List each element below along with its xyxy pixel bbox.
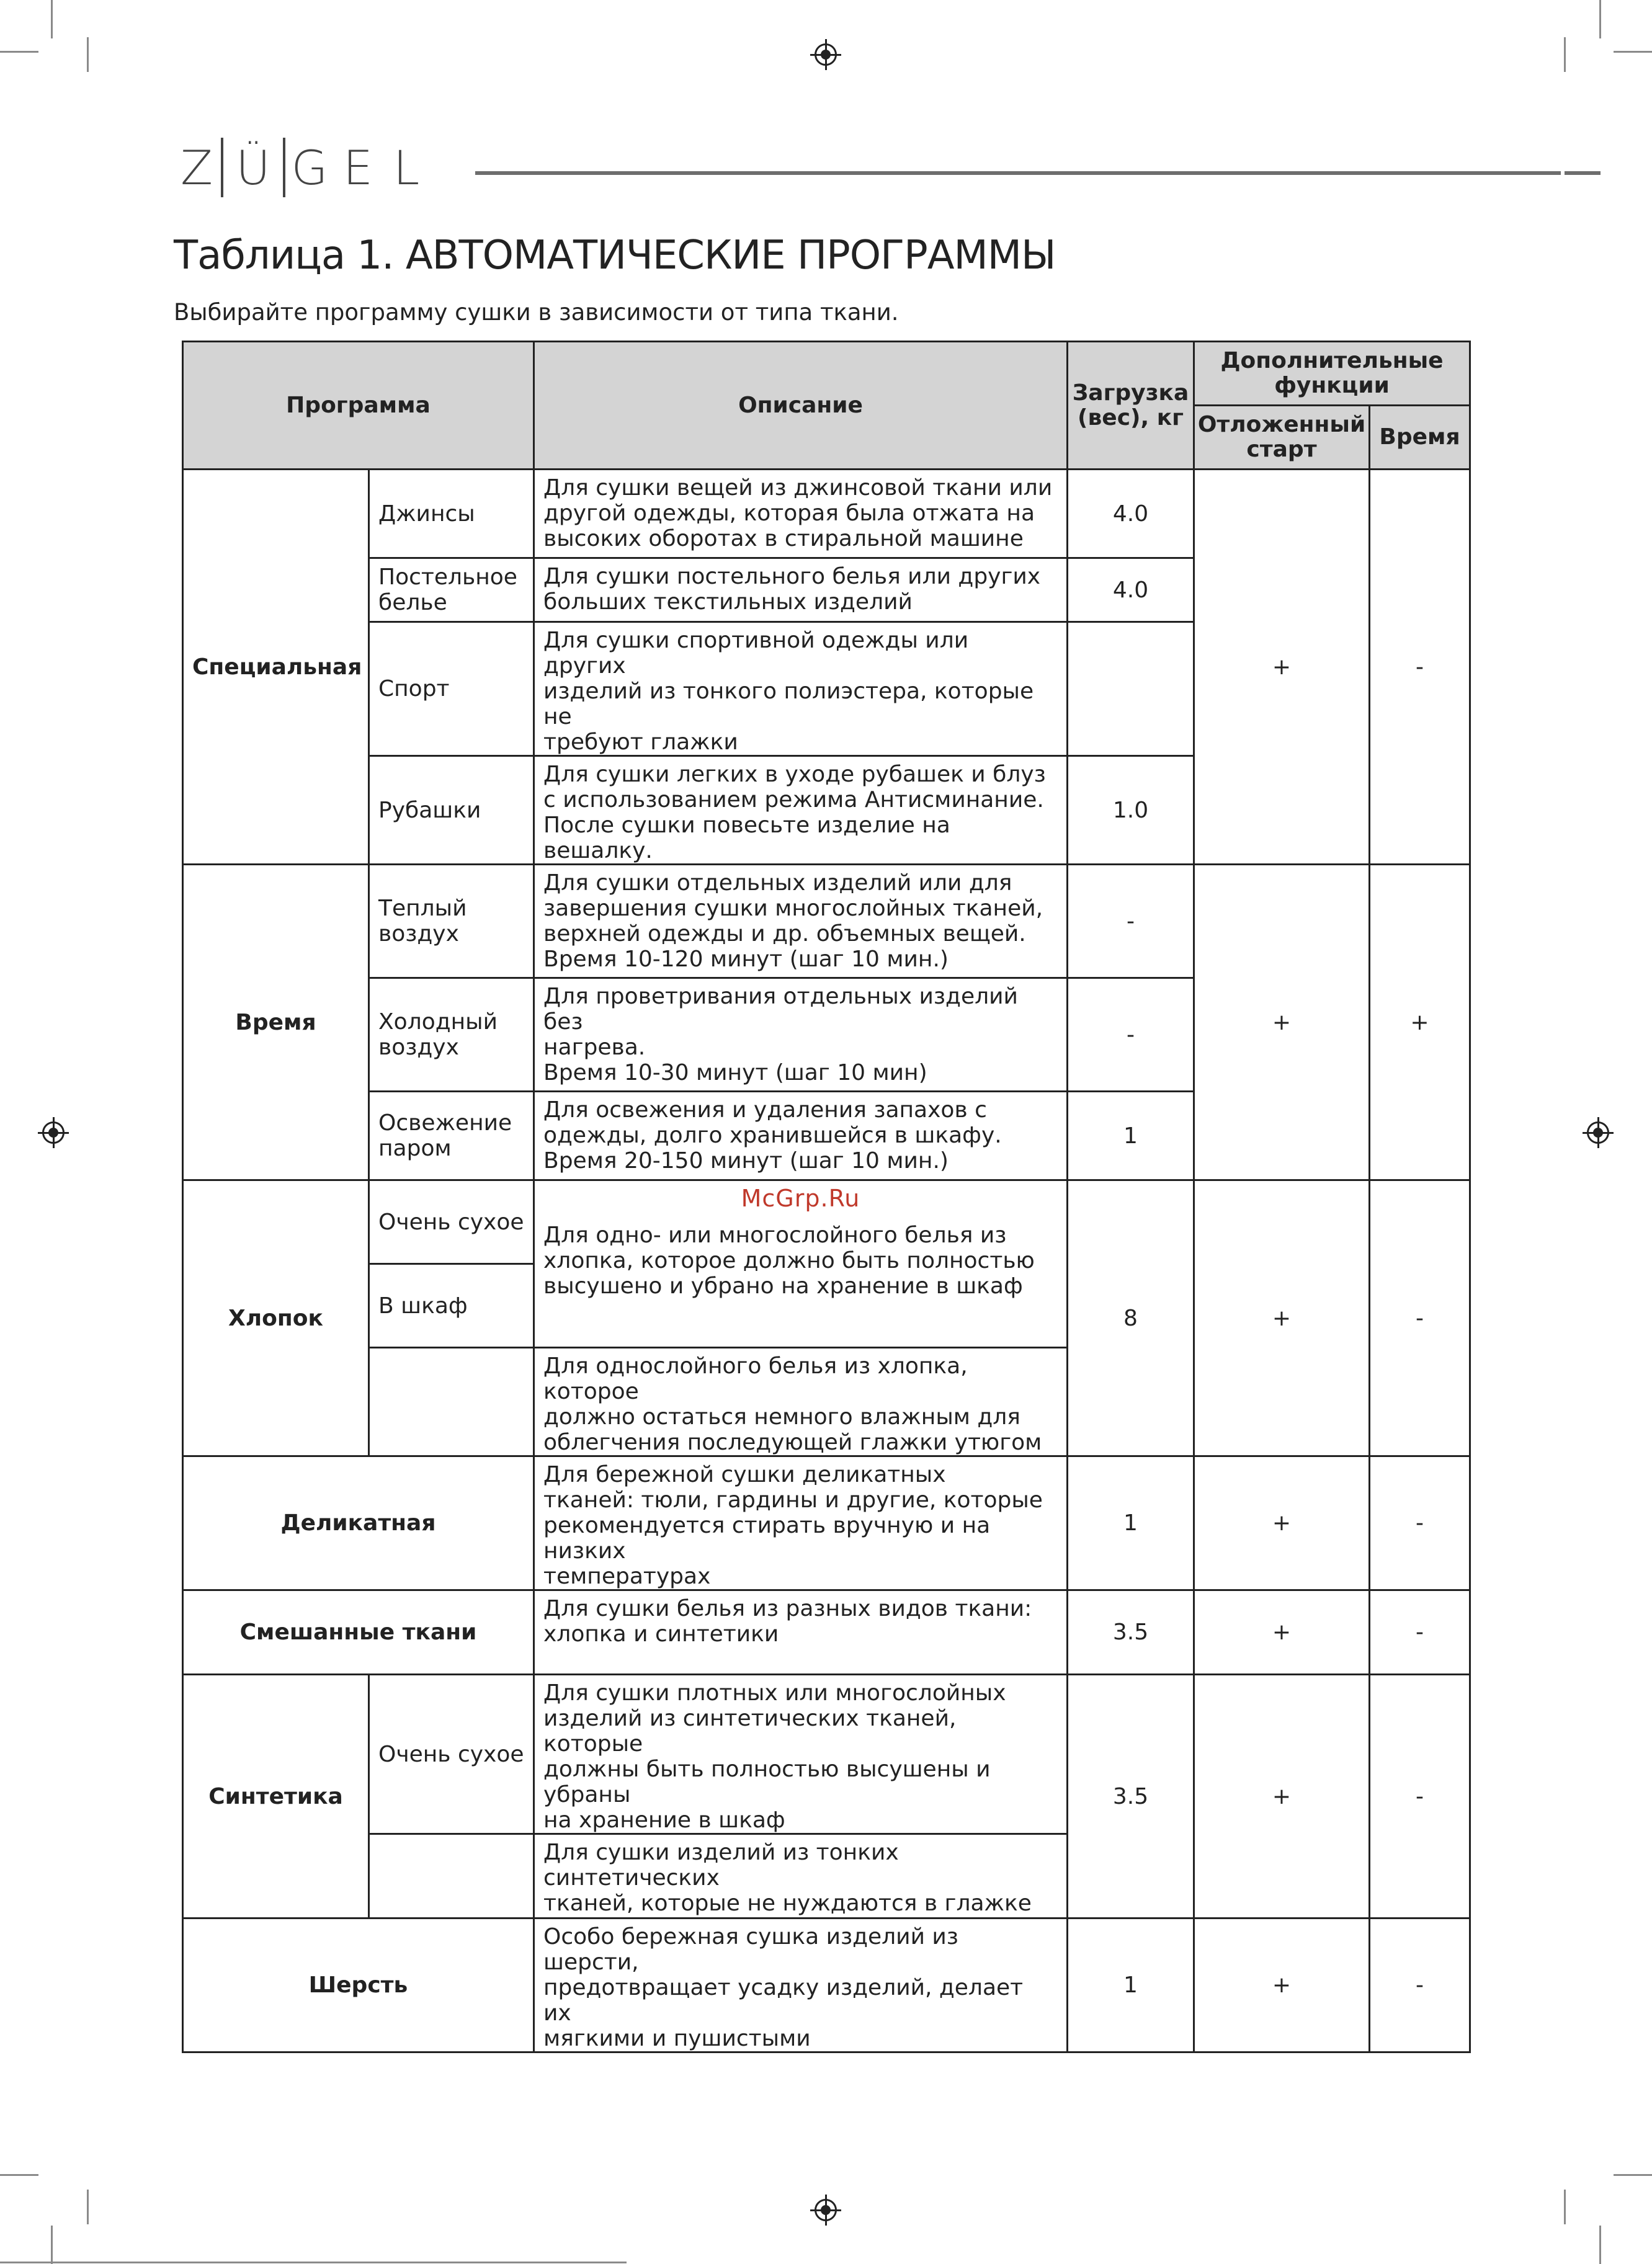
program-mixed: Смешанные ткани — [183, 1590, 534, 1675]
header-rule-end — [1565, 171, 1601, 175]
table-row — [183, 1456, 1470, 1590]
crop-mark — [1599, 0, 1601, 38]
crop-mark — [51, 0, 53, 38]
table-row — [183, 1919, 1470, 2052]
watermark: McGrp.Ru — [741, 1185, 860, 1212]
program-synthetic: Синтетика — [183, 1675, 369, 1919]
load-cell: 1.0 — [1068, 756, 1194, 865]
table-row — [183, 470, 1470, 558]
delay-start-cell: + — [1194, 470, 1370, 865]
time-cell: - — [1370, 1456, 1470, 1590]
subprogram-cell: Постельное белье — [369, 558, 534, 622]
crop-mark — [0, 51, 38, 53]
description-cell: Для сушки белья из разных видов ткани: хлопка и синтетики — [534, 1590, 1068, 1675]
description-cell: Для сушки плотных или многослойных изделий из синтетических тканей, которые должны быть полностью высушены и убраны на хранение в шкаф — [534, 1675, 1068, 1834]
registration-mark-icon — [815, 43, 837, 66]
delay-start-cell: + — [1194, 1180, 1370, 1456]
time-cell: - — [1370, 1180, 1470, 1456]
subprogram-cell: Рубашки — [369, 756, 534, 865]
description-cell: Для сушки вещей из джинсовой ткани или другой одежды, которая была отжата на высоких оборотах в стиральной машине — [534, 470, 1068, 558]
table-header-row — [183, 342, 1470, 406]
load-cell — [1068, 622, 1194, 756]
header-rule — [475, 171, 1561, 175]
load-cell: 3.5 — [1068, 1675, 1194, 1919]
subprogram-cell: Джинсы — [369, 470, 534, 558]
subprogram-cell: Теплый воздух — [369, 865, 534, 978]
load-cell: 8 — [1068, 1180, 1194, 1456]
crop-mark — [87, 2190, 89, 2224]
registration-mark-icon — [1587, 1121, 1609, 1144]
time-cell: - — [1370, 470, 1470, 865]
subprogram-cell: В шкаф — [369, 1264, 534, 1348]
page-subtitle: Выбирайте программу сушки в зависимости от типа ткани. — [174, 299, 899, 326]
logo-letter-boxed: Ü — [221, 138, 285, 197]
subprogram-cell: Очень сухое — [369, 1675, 534, 1834]
programs-table — [182, 341, 1471, 2053]
subprogram-cell: Спорт — [369, 622, 534, 756]
header-description: Описание — [534, 342, 1068, 470]
time-cell: - — [1370, 1919, 1470, 2052]
logo-letter: E — [342, 140, 373, 195]
header-delay-start: Отложенный старт — [1194, 406, 1370, 470]
table-row — [183, 1180, 1470, 1264]
delay-start-cell: + — [1194, 1590, 1370, 1675]
logo-letter: L — [393, 140, 420, 195]
crop-mark — [1614, 2174, 1652, 2176]
load-cell: 1 — [1068, 1456, 1194, 1590]
crop-mark — [1564, 37, 1566, 72]
subprogram-cell-empty — [369, 1834, 534, 1919]
registration-mark-icon — [815, 2199, 837, 2221]
table-row — [183, 1675, 1470, 1834]
brand-logo — [172, 138, 431, 197]
delay-start-cell: + — [1194, 1919, 1370, 2052]
delay-start-cell: + — [1194, 1456, 1370, 1590]
delay-start-cell: + — [1194, 1675, 1370, 1919]
description-cell: Для сушки спортивной одежды или других изделий из тонкого полиэстера, которые не требуют глажки — [534, 622, 1068, 756]
crop-mark — [87, 37, 89, 72]
description-cell: McGrp.Ru Для одно- или многослойного белья из хлопка, которое должно быть полностью высушено и убрано на хранение в шкаф — [534, 1180, 1068, 1348]
time-cell: - — [1370, 1675, 1470, 1919]
crop-mark — [1564, 2190, 1566, 2224]
load-cell: 4.0 — [1068, 558, 1194, 622]
program-delicate: Деликатная — [183, 1456, 534, 1590]
program-time: Время — [183, 865, 369, 1180]
program-special: Специальная — [183, 470, 369, 865]
crop-mark — [1614, 51, 1652, 53]
time-cell: + — [1370, 865, 1470, 1180]
load-cell: 1 — [1068, 1919, 1194, 2052]
crop-mark — [0, 2262, 627, 2263]
delay-start-cell: + — [1194, 865, 1370, 1180]
description-cell: Для сушки изделий из тонких синтетических тканей, которые не нуждаются в глажке — [534, 1834, 1068, 1919]
load-cell: - — [1068, 865, 1194, 978]
header-time: Время — [1370, 406, 1470, 470]
crop-mark — [0, 2174, 38, 2176]
load-cell: - — [1068, 978, 1194, 1092]
subprogram-cell: Холодный воздух — [369, 978, 534, 1092]
header-extra-functions: Дополнительные функции — [1194, 342, 1470, 406]
description-cell: Для бережной сушки деликатных тканей: тюли, гардины и другие, которые рекомендуется стирать вручную и на низких температурах — [534, 1456, 1068, 1590]
crop-mark — [51, 2226, 53, 2264]
load-cell: 1 — [1068, 1092, 1194, 1180]
subprogram-cell: Освежение паром — [369, 1092, 534, 1180]
subprogram-cell-empty — [369, 1348, 534, 1456]
time-cell: - — [1370, 1590, 1470, 1675]
load-cell: 4.0 — [1068, 470, 1194, 558]
table-row — [183, 1590, 1470, 1675]
logo-letter: Z — [180, 140, 213, 195]
logo-letter: G — [291, 140, 328, 195]
load-cell: 3.5 — [1068, 1590, 1194, 1675]
description-cell: Для сушки легких в уходе рубашек и блуз с использованием режима Антисминание. После сушки повесьте изделие на вешалку. — [534, 756, 1068, 865]
subprogram-cell: Очень сухое — [369, 1180, 534, 1264]
program-cotton: Хлопок — [183, 1180, 369, 1456]
program-wool: Шерсть — [183, 1919, 534, 2052]
page-title: Таблица 1. АВТОМАТИЧЕСКИЕ ПРОГРАММЫ — [174, 233, 1056, 279]
description-cell: Для освежения и удаления запахов с одежды, долго хранившейся в шкафу. Время 20-150 минут (шаг 10 мин.) — [534, 1092, 1068, 1180]
description-cell: Особо бережная сушка изделий из шерсти, предотвращает усадку изделий, делает их мягкими и пушистыми — [534, 1919, 1068, 2052]
description-cell: Для проветривания отдельных изделий без нагрева. Время 10-30 минут (шаг 10 мин) — [534, 978, 1068, 1092]
crop-mark — [1599, 2226, 1601, 2264]
registration-mark-icon — [42, 1121, 65, 1144]
header-program: Программа — [183, 342, 534, 470]
description-cell: Для сушки постельного белья или других больших текстильных изделий — [534, 558, 1068, 622]
description-cell: Для однослойного белья из хлопка, которое должно остаться немного влажным для облегчения последующей глажки утюгом — [534, 1348, 1068, 1456]
description-cell: Для сушки отдельных изделий или для завершения сушки многослойных тканей, верхней одежды и др. объемных вещей. Время 10-120 минут (шаг 10 мин.) — [534, 865, 1068, 978]
table-row — [183, 865, 1470, 978]
header-load: Загрузка (вес), кг — [1068, 342, 1194, 470]
